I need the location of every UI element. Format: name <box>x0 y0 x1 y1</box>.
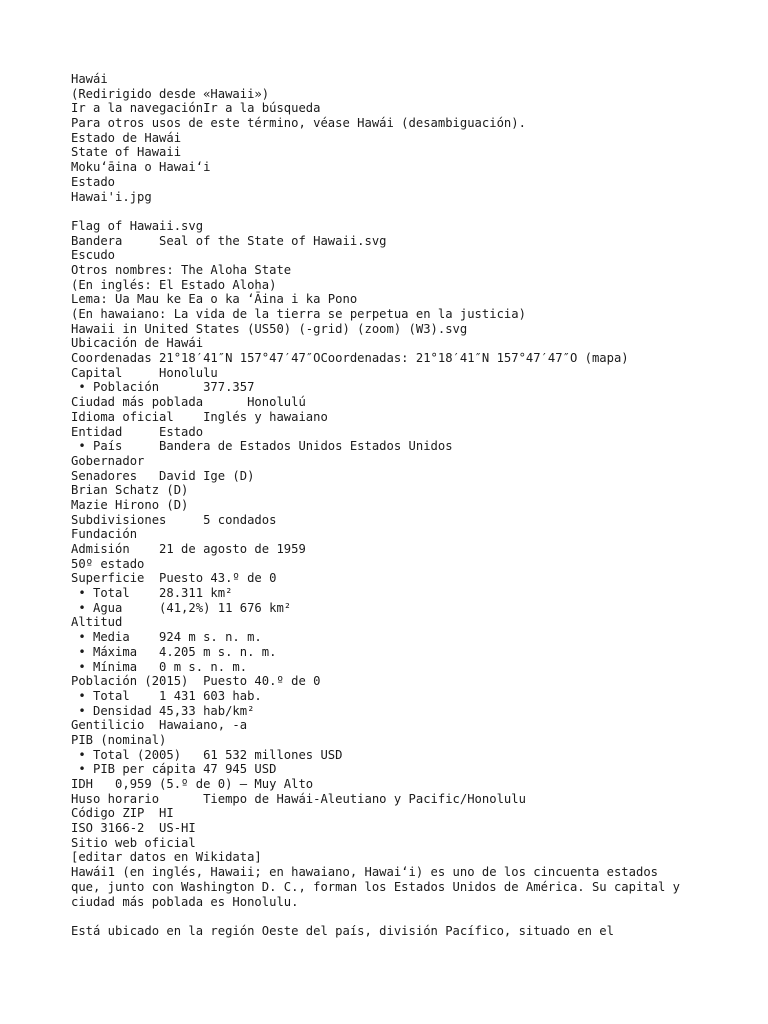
text-line: Hawái1 (en inglés, Hawaii; en hawaiano, Hawaiʻi) es uno de los cincuenta estados <box>71 865 658 880</box>
text-line: ciudad más poblada es Honolulu. <box>71 894 299 909</box>
text-line: Capital Honolulu <box>71 365 218 380</box>
text-line: Para otros usos de este término, véase Hawái (desambiguación). <box>71 116 526 131</box>
text-line: que, junto con Washington D. C., forman los Estados Unidos de América. Su capital y <box>71 879 681 894</box>
text-line: Hawaii in United States (US50) (-grid) (zoom) (W3).svg <box>71 321 468 336</box>
text-line: Hawái <box>71 72 108 86</box>
text-line: Sitio web oficial <box>71 835 196 850</box>
text-line: Está ubicado en la región Oeste del país, división Pacífico, situado en el <box>71 923 614 938</box>
text-line: • Agua (41,2%) 11 676 km² <box>71 600 292 615</box>
text-line: Otros nombres: The Aloha State <box>71 262 292 277</box>
text-line: • Total (2005) 61 532 millones USD <box>71 747 343 762</box>
blank-line <box>71 909 761 924</box>
text-line: Lema: Ua Mau ke Ea o ka ʻĀina i ka Pono <box>71 292 358 307</box>
text-line: Población (2015) Puesto 40.º de 0 <box>71 674 321 689</box>
text-line: Escudo <box>71 248 116 263</box>
text-line: Estado <box>71 174 116 189</box>
text-line: PIB (nominal) <box>71 732 167 747</box>
text-line: Entidad Estado <box>71 424 204 439</box>
text-line: Flag of Hawaii.svg <box>71 218 204 233</box>
text-line: • Total 1 431 603 hab. <box>71 688 262 703</box>
text-line: • País Bandera de Estados Unidos Estados Unidos <box>71 439 453 454</box>
text-line: Subdivisiones 5 condados <box>71 512 277 527</box>
text-line: Coordenadas 21°18′41″N 157°47′47″OCoordenadas: 21°18′41″N 157°47′47″O (mapa) <box>71 351 629 366</box>
text-line: IDH 0,959 (5.º de 0) – Muy Alto <box>71 777 314 791</box>
text-line: (Redirigido desde «Hawaii») <box>71 86 270 101</box>
text-line: (En hawaiano: La vida de la tierra se perpetua en la justicia) <box>71 307 526 321</box>
text-line: • Máxima 4.205 m s. n. m. <box>71 644 277 659</box>
text-line: Senadores David Ige (D) <box>71 468 255 483</box>
text-line: • PIB per cápita 47 945 USD <box>71 762 277 777</box>
text-line: (En inglés: El Estado Aloha) <box>71 277 277 292</box>
text-line: • Densidad 45,33 hab/km² <box>71 703 255 718</box>
text-line: Admisión 21 de agosto de 1959 <box>71 542 306 556</box>
text-line: Huso horario Tiempo de Hawái-Aleutiano y Pacific/Honolulu <box>71 791 526 806</box>
text-line: Idioma oficial Inglés y hawaiano <box>71 409 328 424</box>
text-line: Gobernador <box>71 453 145 468</box>
text-line: • Mínima 0 m s. n. m. <box>71 659 248 674</box>
text-line: • Media 924 m s. n. m. <box>71 630 262 645</box>
text-line: Altitud <box>71 615 123 630</box>
text-line: Ubicación de Hawái <box>71 336 204 351</box>
text-line: Bandera Seal of the State of Hawaii.svg <box>71 233 387 248</box>
text-line: Código ZIP HI <box>71 806 174 821</box>
text-line: Ciudad más poblada Honolulú <box>71 395 306 410</box>
text-line: Mokuʻāina o Hawaiʻi <box>71 160 211 175</box>
text-line: Hawai'i.jpg <box>71 189 152 204</box>
text-line: Brian Schatz (D) <box>71 483 189 498</box>
text-line: • Población 377.357 <box>71 380 255 395</box>
document-text <box>71 72 761 939</box>
text-line: Estado de Hawái <box>71 130 182 145</box>
text-line: Gentilicio Hawaiano, -a <box>71 718 248 733</box>
text-line: Superficie Puesto 43.º de 0 <box>71 571 277 586</box>
text-line: [editar datos en Wikidata] <box>71 850 262 865</box>
text-line: ISO 3166-2 US-HI <box>71 821 196 836</box>
blank-line <box>71 204 761 219</box>
text-line: Ir a la navegaciónIr a la búsqueda <box>71 101 321 116</box>
text-line: • Total 28.311 km² <box>71 586 233 601</box>
text-line: State of Hawaii <box>71 145 182 160</box>
text-line: 50º estado <box>71 556 145 571</box>
text-line: Fundación <box>71 527 138 542</box>
text-line: Mazie Hirono (D) <box>71 497 189 512</box>
